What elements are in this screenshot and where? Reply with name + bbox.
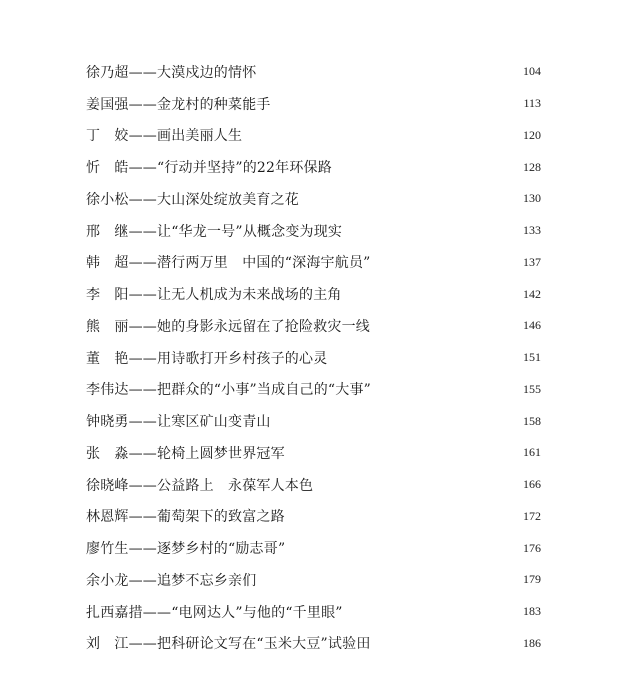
toc-entry bbox=[86, 247, 541, 279]
toc-entry-title: 刘 江——把科研论文写在“玉米大豆”试验田 bbox=[86, 636, 371, 653]
toc-entry-page: 179 bbox=[523, 572, 541, 587]
toc-entry-page: 130 bbox=[523, 191, 541, 206]
toc-entry-page: 137 bbox=[523, 254, 541, 269]
toc-entry-title: 丁 姣——画出美丽人生 bbox=[86, 128, 243, 145]
toc-entry bbox=[86, 469, 541, 501]
toc-entry-page: 120 bbox=[523, 127, 541, 142]
toc-entry-title: 董 艳——用诗歌打开乡村孩子的心灵 bbox=[86, 350, 328, 367]
toc-entry-page: 104 bbox=[523, 64, 541, 79]
toc-entry-page: 172 bbox=[523, 508, 541, 523]
toc-entry-page: 146 bbox=[523, 318, 541, 333]
toc-entry-page: 183 bbox=[523, 604, 541, 619]
toc-entry-page: 151 bbox=[523, 350, 541, 365]
toc-entry bbox=[86, 437, 541, 469]
toc-entry-title: 扎西嘉措——“电网达人”与他的“千里眼” bbox=[86, 604, 343, 621]
toc-entry bbox=[86, 151, 541, 183]
toc-entry-title: 邢 继——让“华龙一号”从概念变为现实 bbox=[86, 223, 343, 240]
toc-entry bbox=[86, 310, 541, 342]
toc-entry-page: 133 bbox=[523, 223, 541, 238]
toc-entry-title: 张 淼——轮椅上圆梦世界冠军 bbox=[86, 445, 285, 462]
toc-entry bbox=[86, 596, 541, 628]
toc-entry bbox=[86, 501, 541, 533]
toc-entry-title: 李 阳——让无人机成为未来战场的主角 bbox=[86, 287, 342, 304]
toc-entry-title: 李伟达——把群众的“小事”当成自己的“大事” bbox=[86, 382, 372, 399]
toc-entry bbox=[86, 628, 541, 660]
toc-entry bbox=[86, 342, 541, 374]
toc-entry bbox=[86, 405, 541, 437]
toc-entry bbox=[86, 215, 541, 247]
toc-entry-page: 113 bbox=[523, 96, 541, 111]
toc-entry-page: 128 bbox=[523, 159, 541, 174]
toc-entry-page: 158 bbox=[523, 413, 541, 428]
toc-entry-title: 韩 超——潜行两万里 中国的“深海宇航员” bbox=[86, 255, 371, 272]
toc-entry-title: 忻 皓——“行动并坚持”的22年环保路 bbox=[86, 160, 332, 177]
toc-entry-title: 钟晓勇——让寒区矿山变青山 bbox=[86, 414, 271, 431]
toc-entry-title: 林恩辉——葡萄架下的致富之路 bbox=[86, 509, 285, 526]
toc-entry bbox=[86, 183, 541, 215]
toc-entry-title: 熊 丽——她的身影永远留在了抢险救灾一线 bbox=[86, 318, 370, 335]
toc-entry-title: 姜国强——金龙村的种菜能手 bbox=[86, 96, 271, 113]
toc-entry-page: 176 bbox=[523, 540, 541, 555]
toc-entry-page: 161 bbox=[523, 445, 541, 460]
toc-entry bbox=[86, 532, 541, 564]
toc-entry bbox=[86, 88, 541, 120]
toc-entry-title: 徐晓峰——公益路上 永葆军人本色 bbox=[86, 477, 314, 494]
toc-entry bbox=[86, 120, 541, 152]
table-of-contents bbox=[86, 56, 541, 659]
toc-entry-page: 166 bbox=[523, 477, 541, 492]
toc-entry-page: 142 bbox=[523, 286, 541, 301]
toc-entry-page: 155 bbox=[523, 381, 541, 396]
toc-entry-title: 徐小松——大山深处绽放美育之花 bbox=[86, 191, 299, 208]
toc-entry-title: 徐乃超——大漠戍边的情怀 bbox=[86, 64, 257, 81]
toc-entry bbox=[86, 564, 541, 596]
toc-entry-title: 廖竹生——逐梦乡村的“励志哥” bbox=[86, 541, 286, 558]
toc-entry-title: 余小龙——追梦不忘乡亲们 bbox=[86, 572, 257, 589]
toc-entry-page: 186 bbox=[523, 635, 541, 650]
toc-entry bbox=[86, 278, 541, 310]
toc-entry bbox=[86, 374, 541, 406]
toc-entry bbox=[86, 56, 541, 88]
